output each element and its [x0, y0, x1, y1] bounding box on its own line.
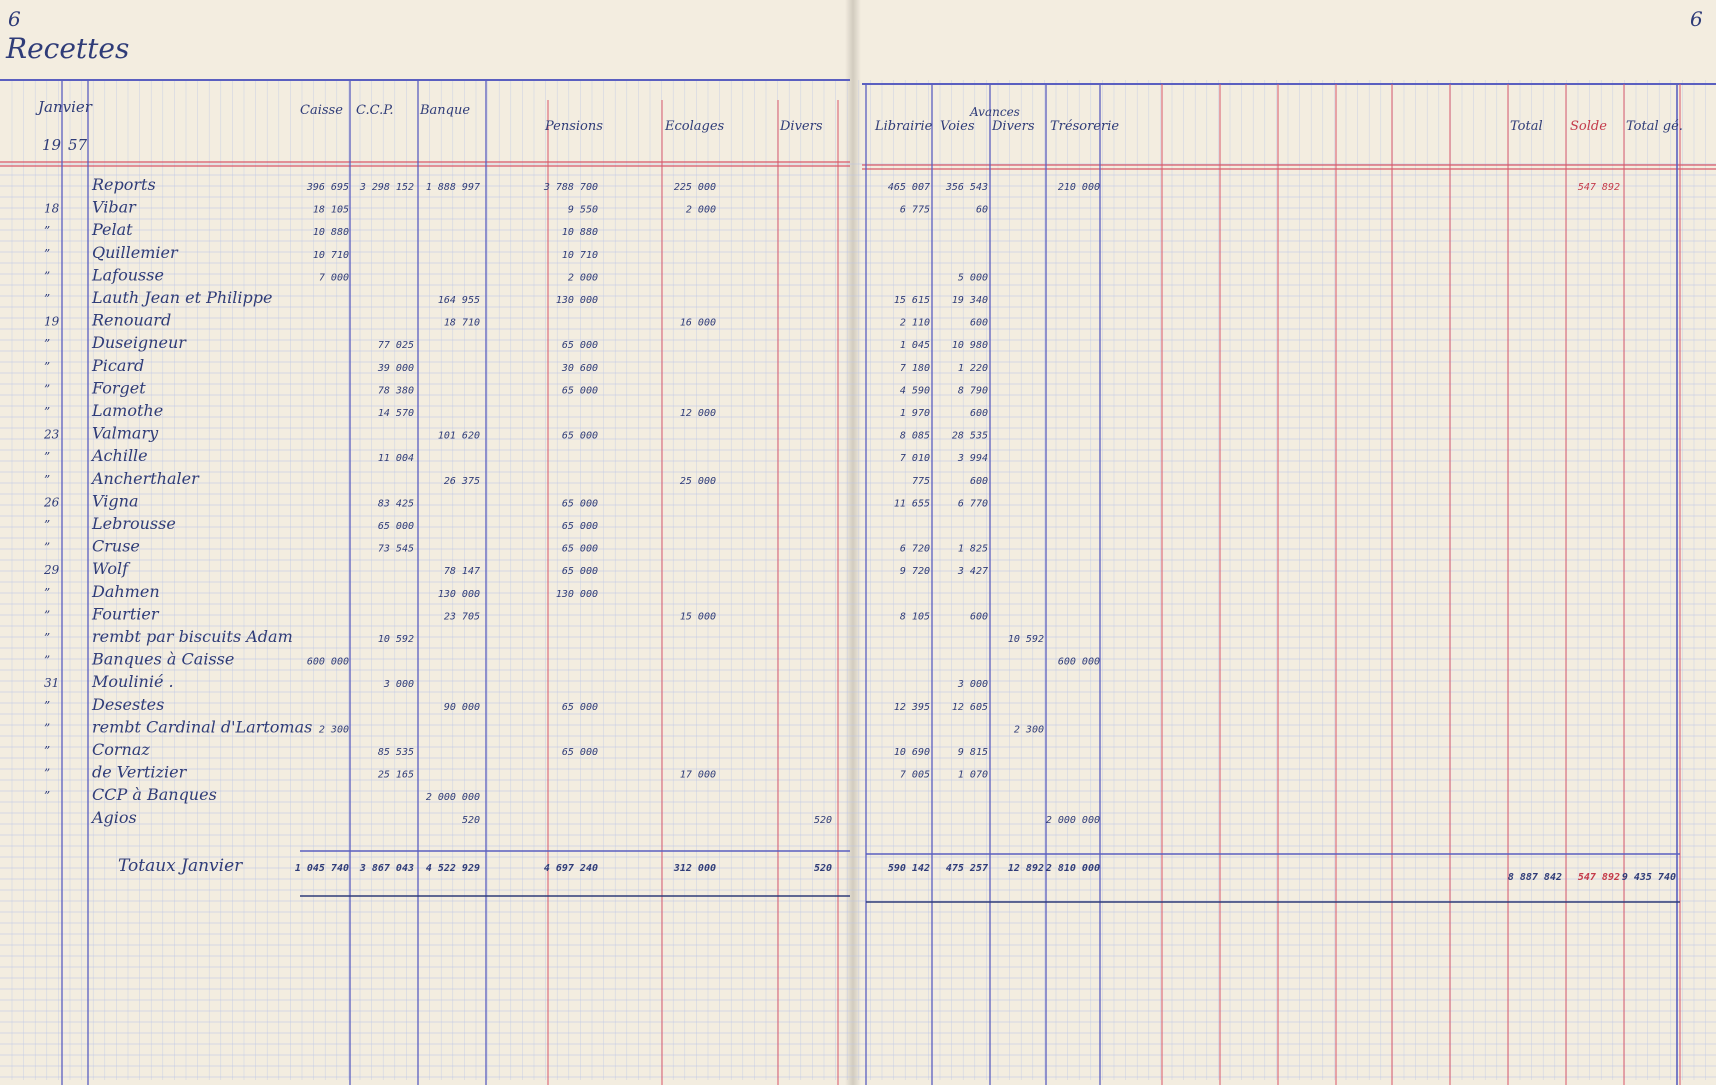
month-header: Janvier [38, 98, 92, 116]
cell-tresorerie: 210 000 [1057, 182, 1100, 193]
table-row [44, 717, 1044, 736]
cell-banque: 23 705 [443, 611, 480, 623]
table-row [44, 288, 988, 307]
cell-pensions: 130 000 [555, 588, 598, 600]
cell-tresorerie: 2 000 000 [1045, 814, 1100, 826]
cell-voies: 60 [975, 204, 988, 216]
cell-librairie: 12 395 [893, 701, 930, 713]
cell-pensions: 65 000 [561, 498, 598, 510]
cell-banque: 1 888 997 [425, 182, 480, 193]
table-row [44, 265, 988, 284]
cell-tresorerie: 600 000 [1057, 656, 1100, 668]
totals-label: Totaux Janvier [118, 856, 243, 876]
cell-librairie: 6 720 [899, 543, 930, 555]
column-header: Librairie [875, 119, 933, 134]
cell-caisse: 600 000 [306, 656, 349, 668]
table-row [44, 763, 988, 782]
cell-voies: 8 790 [957, 385, 988, 397]
total-banque: 4 522 929 [425, 863, 480, 874]
table-row [44, 627, 1044, 646]
cell-caisse: 7 000 [318, 272, 349, 284]
cell-ecolages: 12 000 [679, 408, 716, 419]
cell-divers: 520 [813, 814, 832, 826]
cell-pensions: 65 000 [561, 747, 598, 758]
year-suffix: 57 [68, 136, 88, 154]
row-day: ” [44, 766, 51, 781]
cell-voies: 600 [969, 611, 988, 623]
row-day: 31 [44, 676, 60, 691]
row-day: ” [44, 337, 51, 352]
table-row [44, 220, 598, 239]
row-name: Agios [92, 807, 137, 827]
page-title: Recettes [6, 32, 130, 65]
cell-divers2: 2 300 [1013, 724, 1044, 736]
row-day: ” [44, 359, 51, 374]
cell-caisse: 18 105 [312, 204, 349, 216]
cell-pensions: 65 000 [561, 543, 598, 555]
cell-voies: 10 980 [951, 340, 988, 352]
column-header: Pensions [545, 119, 603, 134]
row-day: 26 [44, 495, 60, 510]
cell-librairie: 4 590 [899, 385, 930, 397]
cell-librairie: 8 085 [899, 430, 930, 442]
cell-banque: 26 375 [443, 475, 480, 487]
row-name: Reports [92, 175, 156, 194]
cell-banque: 78 147 [443, 566, 480, 578]
cell-ecolages: 2 000 [685, 204, 716, 216]
row-day: ” [44, 246, 51, 261]
table-row [44, 582, 598, 601]
table-row [44, 740, 988, 759]
cell-librairie: 1 045 [899, 340, 930, 352]
row-day: 19 [44, 314, 60, 329]
cell-ccp: 39 000 [377, 362, 414, 374]
row-name: Achille [92, 446, 148, 466]
cell-voies: 5 000 [957, 272, 988, 284]
totals-row [118, 851, 1680, 902]
cell-banque: 18 710 [443, 317, 480, 329]
cell-ccp: 3 298 152 [359, 182, 414, 193]
cell-librairie: 465 007 [887, 182, 930, 193]
cell-pensions: 130 000 [555, 295, 598, 306]
cell-voies: 3 994 [957, 453, 988, 465]
cell-librairie: 2 110 [899, 317, 930, 329]
table-row [44, 378, 988, 397]
table-row [44, 311, 988, 330]
cell-banque: 101 620 [437, 430, 480, 442]
table-row [44, 785, 480, 804]
row-day: ” [44, 540, 51, 555]
cell-librairie: 10 690 [893, 747, 930, 758]
cell-banque: 2 000 000 [425, 792, 480, 804]
right-page-number: 6 [1690, 7, 1703, 31]
row-name: rembt par biscuits Adam [92, 627, 293, 646]
grid-lines [0, 80, 1716, 1080]
year-header: 19 [42, 136, 62, 154]
row-name: Lauth Jean et Philippe [92, 288, 273, 307]
table-row [44, 604, 988, 623]
row-name: Desestes [92, 694, 165, 714]
cell-pensions: 2 000 [567, 272, 598, 284]
row-name: rembt Cardinal d'Lartomas [92, 717, 313, 737]
cell-pensions: 65 000 [561, 430, 598, 442]
column-header: Voies [940, 119, 975, 134]
table-row [44, 356, 988, 375]
cell-pensions: 3 788 700 [543, 182, 598, 193]
row-name: Cornaz [92, 740, 150, 759]
column-header: Divers [780, 119, 823, 134]
row-name: Quillemier [92, 242, 178, 262]
row-day: ” [44, 405, 51, 419]
cell-pensions: 10 710 [561, 249, 598, 261]
row-day: ” [44, 382, 51, 397]
row-day: ” [44, 631, 51, 645]
total-ecolages: 312 000 [673, 863, 716, 874]
cell-caisse: 2 300 [318, 724, 349, 736]
cell-librairie: 7 005 [899, 769, 930, 781]
cell-voies: 28 535 [951, 430, 988, 442]
row-day: 18 [44, 201, 60, 216]
row-day: ” [44, 608, 51, 623]
row-name: de Vertizier [92, 762, 187, 782]
row-name: Dahmen [92, 581, 160, 601]
row-day: ” [44, 472, 51, 487]
table-row [43, 559, 988, 578]
total-total: 8 887 842 [1507, 872, 1562, 883]
row-name: Pelat [92, 220, 133, 240]
table-row [43, 424, 988, 443]
row-name: Ancherthaler [92, 468, 199, 488]
column-header: Trésorerie [1050, 119, 1120, 134]
cell-ccp: 25 165 [377, 769, 414, 781]
table-row [44, 514, 598, 533]
row-name: Forget [92, 378, 146, 398]
cell-voies: 19 340 [951, 295, 988, 306]
row-name: Banques à Caisse [92, 649, 235, 669]
avances-label: Avances [970, 105, 1020, 119]
left-page-number: 6 [8, 7, 21, 31]
column-header: Divers [992, 119, 1035, 134]
cell-voies: 600 [969, 408, 988, 419]
row-name: Lafousse [92, 265, 164, 285]
cell-pensions: 65 000 [561, 521, 598, 532]
column-header: Total [1510, 119, 1543, 134]
cell-ecolages: 15 000 [679, 611, 716, 623]
table-row [44, 537, 988, 556]
cell-banque: 90 000 [443, 701, 480, 713]
total-divers: 520 [813, 863, 832, 874]
row-day: ” [44, 450, 51, 465]
cell-ccp: 65 000 [377, 521, 414, 532]
total-voies: 475 257 [945, 863, 988, 874]
cell-ccp: 83 425 [377, 498, 414, 510]
cell-voies: 600 [969, 475, 988, 487]
cell-librairie: 7 180 [899, 362, 930, 374]
cell-voies: 1 070 [957, 769, 988, 781]
row-name: Wolf [92, 559, 129, 579]
row-day: 23 [44, 427, 60, 442]
cell-librairie: 15 615 [893, 295, 930, 306]
column-header: Caisse [300, 103, 343, 118]
row-day: ” [44, 224, 51, 239]
total-divers2: 12 892 [1007, 863, 1044, 874]
cell-voies: 6 770 [957, 498, 988, 510]
total-total_general: 9 435 740 [1621, 872, 1676, 883]
cell-ccp: 78 380 [377, 385, 414, 397]
cell-ccp: 85 535 [377, 747, 414, 758]
table-row [44, 243, 598, 262]
cell-voies: 1 220 [957, 362, 988, 374]
cell-caisse: 10 710 [312, 249, 349, 261]
cell-librairie: 8 105 [899, 611, 930, 623]
cell-divers2: 10 592 [1007, 634, 1044, 645]
row-day: ” [44, 292, 51, 306]
cell-pensions: 65 000 [561, 701, 598, 713]
row-day: ” [44, 721, 51, 736]
column-header: C.C.P. [356, 103, 394, 118]
cell-voies: 356 543 [945, 182, 988, 193]
column-header: Total gé. [1626, 119, 1683, 134]
total-caisse: 1 045 740 [294, 863, 349, 874]
cell-ccp: 14 570 [377, 408, 414, 419]
cell-banque: 130 000 [437, 588, 480, 600]
table-row [44, 198, 988, 217]
row-day: 29 [44, 563, 60, 578]
cell-ecolages: 25 000 [679, 475, 716, 487]
cell-banque: 164 955 [437, 295, 480, 306]
table-row [44, 695, 988, 714]
row-name: CCP à Banques [92, 785, 217, 805]
row-name: Renouard [92, 310, 172, 330]
cell-pensions: 10 880 [561, 227, 598, 239]
column-header: Banque [420, 103, 471, 118]
row-day: ” [44, 744, 51, 758]
cell-voies: 12 605 [951, 701, 988, 713]
row-name: Lebrousse [92, 514, 176, 533]
cell-caisse: 396 695 [306, 182, 349, 193]
cell-ccp: 11 004 [377, 453, 414, 465]
cell-ccp: 77 025 [377, 340, 414, 352]
table-row [44, 446, 988, 465]
total-pensions: 4 697 240 [543, 863, 598, 874]
row-name: Valmary [92, 423, 159, 443]
cell-solde: 547 892 [1577, 182, 1620, 193]
cell-ecolages: 16 000 [679, 317, 716, 329]
cell-banque: 520 [461, 814, 480, 826]
total-librairie: 590 142 [887, 863, 930, 874]
cell-librairie: 775 [911, 475, 930, 487]
cell-librairie: 6 775 [899, 204, 930, 216]
cell-ccp: 73 545 [377, 543, 414, 555]
row-day: ” [44, 269, 51, 284]
total-ccp: 3 867 043 [359, 863, 414, 874]
cell-librairie: 1 970 [899, 408, 930, 419]
cell-pensions: 65 000 [561, 566, 598, 578]
cell-pensions: 9 550 [567, 204, 598, 216]
row-name: Vigna [92, 491, 139, 511]
row-name: Fourtier [92, 604, 159, 624]
table-row [44, 469, 988, 488]
row-name: Duseigneur [92, 333, 186, 353]
row-day: ” [44, 698, 51, 713]
cell-ccp: 3 000 [383, 679, 414, 691]
table-row [44, 672, 988, 691]
row-name: Lamothe [92, 401, 164, 420]
total-tresorerie: 2 810 000 [1045, 863, 1100, 874]
total-solde: 547 892 [1577, 872, 1620, 883]
table-row [91, 175, 1620, 194]
column-header: Solde [1570, 119, 1607, 134]
cell-librairie: 7 010 [899, 453, 930, 465]
cell-pensions: 30 600 [561, 362, 598, 374]
cell-pensions: 65 000 [561, 385, 598, 397]
cell-voies: 600 [969, 317, 988, 329]
row-name: Moulinié . [92, 672, 174, 692]
row-name: Picard [92, 355, 145, 375]
row-name: Vibar [92, 197, 136, 217]
cell-pensions: 65 000 [561, 340, 598, 352]
cell-caisse: 10 880 [312, 227, 349, 239]
cell-librairie: 9 720 [899, 566, 930, 578]
cell-voies: 3 427 [957, 566, 988, 578]
row-day: ” [44, 653, 51, 668]
table-row [44, 333, 988, 352]
row-name: Cruse [92, 536, 140, 556]
row-day: ” [44, 585, 51, 600]
cell-voies: 3 000 [957, 679, 988, 691]
cell-ecolages: 17 000 [679, 769, 716, 781]
row-day: ” [44, 518, 51, 532]
cell-librairie: 11 655 [893, 498, 930, 510]
entry-rows [43, 175, 1620, 827]
row-day: ” [44, 789, 51, 804]
cell-voies: 1 825 [957, 543, 988, 555]
cell-voies: 9 815 [957, 747, 988, 758]
cell-ccp: 10 592 [377, 634, 414, 645]
cell-ecolages: 225 000 [673, 182, 716, 193]
column-header: Ecolages [665, 119, 725, 134]
